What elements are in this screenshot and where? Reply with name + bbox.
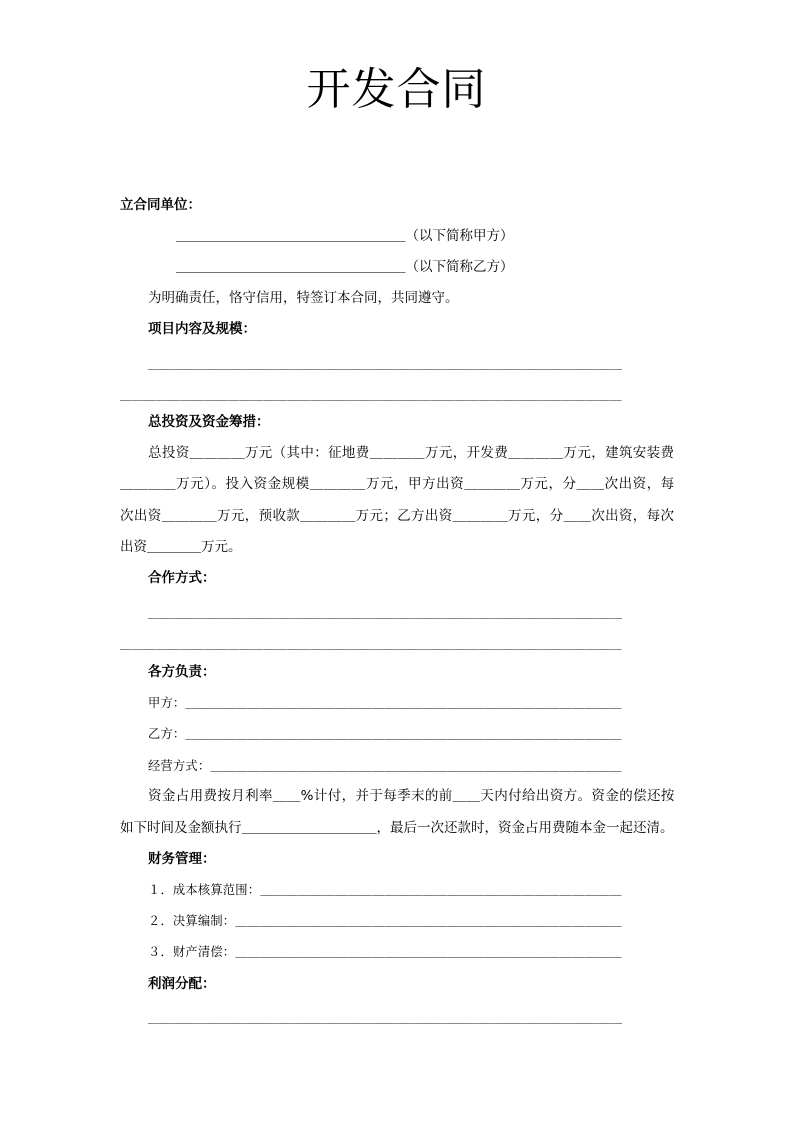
body-line: 如下时间及金额执行＿＿＿＿＿＿＿＿＿＿，最后一次还款时，资金占用费随本金一起还清。 (120, 820, 674, 836)
body-line: ＿＿＿＿＿＿＿＿＿＿＿＿＿＿＿＿＿＿＿＿＿＿＿＿＿＿＿＿＿＿＿＿＿＿＿＿＿＿＿＿＿＿ (120, 637, 622, 651)
body-line: 为明确责任，恪守信用，特签订本合同，共同遵守。 (148, 290, 459, 306)
body-line: ＿＿＿＿＿＿＿＿＿＿＿＿＿＿＿＿＿＿＿＿＿＿＿＿＿＿＿＿＿＿＿＿＿＿＿＿＿＿＿＿＿＿ (120, 388, 622, 402)
body-line: ＿＿＿＿＿＿＿＿＿＿＿＿＿＿＿＿＿＿＿＿＿＿＿＿＿＿＿＿＿＿＿＿＿＿＿＿＿＿＿＿ (148, 606, 623, 620)
body-line: 出资＿＿＿＿万元。 (120, 539, 242, 555)
section-heading: 合作方式： (148, 570, 216, 586)
body-line: １．成本核算范围：＿＿＿＿＿＿＿＿＿＿＿＿＿＿＿＿＿＿＿＿＿＿＿＿＿＿＿＿＿ (148, 883, 622, 897)
body-line: 总投资＿＿＿＿万元（其中：征地费＿＿＿＿万元，开发费＿＿＿＿万元，建筑安装费 (148, 445, 675, 461)
body-line: ＿＿＿＿＿＿＿＿＿＿＿＿＿＿＿＿＿＿＿＿＿＿＿＿＿＿＿＿＿＿＿＿＿＿＿＿＿＿＿＿ (148, 357, 623, 371)
section-heading: 立合同单位： (120, 197, 201, 213)
section-heading: 总投资及资金筹措： (148, 414, 270, 430)
document-title: 开发合同 (306, 64, 487, 115)
body-line: ３．财产清偿：＿＿＿＿＿＿＿＿＿＿＿＿＿＿＿＿＿＿＿＿＿＿＿＿＿＿＿＿＿＿＿ (148, 945, 622, 959)
section-heading: 各方负责： (148, 664, 216, 680)
body-line: 次出资＿＿＿＿万元，预收款＿＿＿＿万元；乙方出资＿＿＿＿万元，分＿＿次出资，每次 (120, 508, 675, 524)
section-heading: 利润分配： (148, 976, 216, 992)
section-heading: 财务管理： (148, 851, 216, 867)
body-line: ＿＿＿＿万元）。投入资金规模＿＿＿＿万元，甲方出资＿＿＿＿万元，分＿＿次出资，每 (120, 476, 675, 492)
body-line: ＿＿＿＿＿＿＿＿＿＿＿＿＿＿＿＿＿（以下简称乙方） (176, 259, 514, 275)
body-line: ＿＿＿＿＿＿＿＿＿＿＿＿＿＿＿＿＿＿＿＿＿＿＿＿＿＿＿＿＿＿＿＿＿＿＿＿＿＿＿＿ (148, 1011, 623, 1025)
body-line: 经营方式：＿＿＿＿＿＿＿＿＿＿＿＿＿＿＿＿＿＿＿＿＿＿＿＿＿＿＿＿＿＿＿＿＿ (148, 759, 622, 773)
body-line: ＿＿＿＿＿＿＿＿＿＿＿＿＿＿＿＿＿（以下简称甲方） (176, 228, 514, 244)
section-heading: 项目内容及规模： (148, 321, 256, 337)
body-line: 甲方：＿＿＿＿＿＿＿＿＿＿＿＿＿＿＿＿＿＿＿＿＿＿＿＿＿＿＿＿＿＿＿＿＿＿＿ (148, 696, 622, 710)
body-line: ２．决算编制：＿＿＿＿＿＿＿＿＿＿＿＿＿＿＿＿＿＿＿＿＿＿＿＿＿＿＿＿＿＿＿ (148, 914, 622, 928)
body-line: 资金占用费按月利率＿＿%计付，并于每季末的前＿＿天内付给出资方。资金的偿还按 (148, 788, 675, 804)
body-line: 乙方：＿＿＿＿＿＿＿＿＿＿＿＿＿＿＿＿＿＿＿＿＿＿＿＿＿＿＿＿＿＿＿＿＿＿＿ (148, 727, 622, 741)
